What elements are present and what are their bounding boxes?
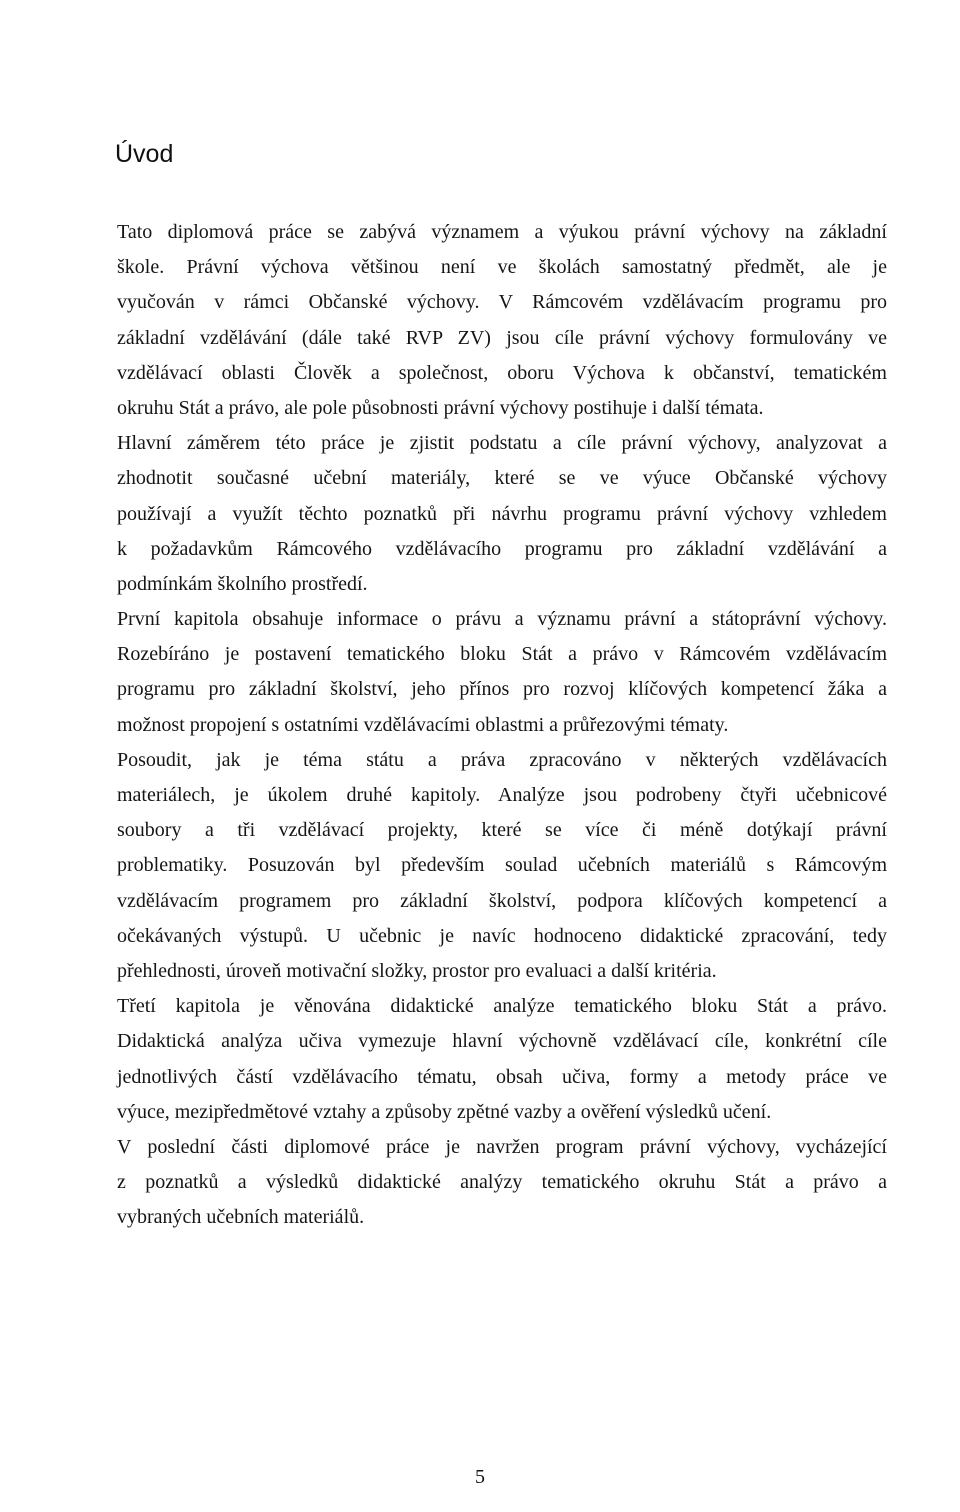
text-line: soubory a tři vzdělávací projekty, které se více či méně dotýkají právní: [117, 819, 887, 842]
text-line: vybraných učebních materiálů.: [117, 1206, 365, 1229]
text-line: problematiky. Posuzován byl především soulad učebních materiálů s Rámcovým: [117, 854, 887, 877]
text-line: programu pro základní školství, jeho přínos pro rozvoj klíčových kompetencí žáka a: [117, 678, 887, 701]
text-line: okruhu Stát a právo, ale pole působnosti právní výchovy postihuje i další témata.: [117, 396, 764, 419]
text-line: základní vzdělávání (dále také RVP ZV) jsou cíle právní výchovy formulovány ve: [117, 326, 887, 349]
text-line: Třetí kapitola je věnována didaktické analýze tematického bloku Stát a právo.: [117, 995, 887, 1018]
text-line: materiálech, je úkolem druhé kapitoly. Analýze jsou podrobeny čtyři učebnicové: [117, 784, 887, 806]
text-line: k požadavkům Rámcového vzdělávacího programu pro základní vzdělávání a: [117, 537, 887, 560]
text-line: Rozebíráno je postavení tematického bloku Stát a právo v Rámcovém vzdělávacím: [117, 643, 887, 666]
text-line: První kapitola obsahuje informace o právu a významu právní a státoprávní výchovy.: [117, 608, 887, 631]
text-line: vzdělávací oblasti Člověk a společnost, oboru Výchova k občanství, tematickém: [117, 361, 887, 384]
text-line: zhodnotit současné učební materiály, které se ve výuce Občanské výchovy: [117, 467, 887, 490]
text-line: jednotlivých částí vzdělávacího tématu, obsah učiva, formy a metody práce ve: [117, 1065, 887, 1088]
text-line: možnost propojení s ostatními vzdělávacími oblastmi a průřezovými tématy.: [117, 713, 729, 736]
text-line: vyučován v rámci Občanské výchovy. V Rámcovém vzdělávacím programu pro: [117, 291, 887, 314]
text-line: škole. Právní výchova většinou není ve školách samostatný předmět, ale je: [117, 256, 887, 279]
body-text: [117, 222, 887, 1242]
text-line: očekávaných výstupů. U učebnic je navíc hodnoceno didaktické zpracování, tedy: [117, 924, 887, 947]
text-line: přehlednosti, úroveň motivační složky, prostor pro evaluaci a další kritéria.: [117, 959, 717, 982]
text-line: vzdělávacím programem pro základní školství, podpora klíčových kompetencí a: [117, 889, 887, 912]
text-line: Posoudit, jak je téma státu a práva zpracováno v některých vzdělávacích: [117, 748, 887, 771]
text-line: Tato diplomová práce se zabývá významem a výukou právní výchovy na základní: [117, 221, 887, 243]
text-line: Didaktická analýza učiva vymezuje hlavní výchovně vzdělávací cíle, konkrétní cíle: [117, 1030, 887, 1053]
text-line: Hlavní záměrem této práce je zjistit podstatu a cíle právní výchovy, analyzovat a: [117, 432, 887, 455]
text-line: podmínkám školního prostředí.: [117, 572, 368, 595]
page-number: 5: [475, 1466, 485, 1488]
page-title: Úvod: [115, 140, 174, 168]
text-line: z poznatků a výsledků didaktické analýzy tematického okruhu Stát a právo a: [117, 1171, 887, 1194]
text-line: V poslední části diplomové práce je navržen program právní výchovy, vycházející: [117, 1135, 887, 1158]
text-line: výuce, mezipředmětové vztahy a způsoby zpětné vazby a ověření výsledků učení.: [117, 1100, 772, 1123]
text-line: používají a využít těchto poznatků při návrhu programu právní výchovy vzhledem: [117, 502, 887, 525]
